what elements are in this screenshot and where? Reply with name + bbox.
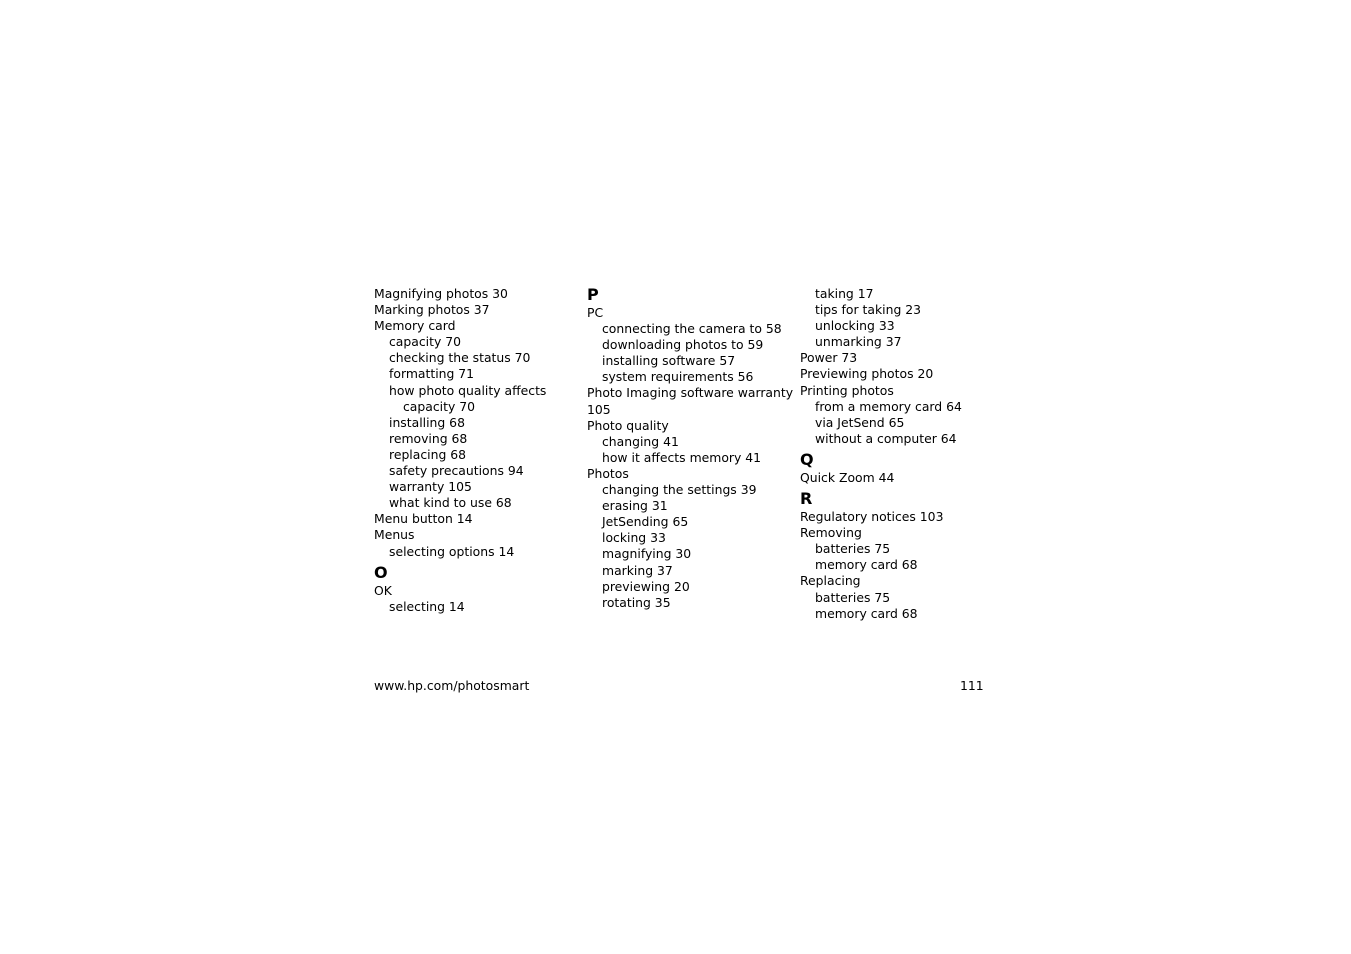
page-number: 111 xyxy=(960,678,984,693)
index-subentry: selecting options 14 xyxy=(389,543,515,559)
index-subentry: capacity 70 xyxy=(403,398,476,414)
index-letter-heading: Q xyxy=(800,449,814,469)
index-subentry: via JetSend 65 xyxy=(815,414,905,430)
index-letter-heading: R xyxy=(800,489,813,509)
index-entry: Memory card xyxy=(374,318,456,334)
index-letter-heading: O xyxy=(374,562,388,582)
index-subentry: changing 41 xyxy=(602,433,679,449)
index-subentry: unlocking 33 xyxy=(815,318,895,334)
index-subentry: installing software 57 xyxy=(602,353,736,369)
index-subentry: previewing 20 xyxy=(602,578,690,594)
index-subentry: JetSending 65 xyxy=(602,514,689,530)
index-subentry: system requirements 56 xyxy=(602,369,754,385)
index-subentry: tips for taking 23 xyxy=(815,302,922,318)
index-subentry: downloading photos to 59 xyxy=(602,337,764,353)
footer-url: www.hp.com/photosmart xyxy=(374,678,530,693)
index-entry: Power 73 xyxy=(800,350,858,366)
index-entry: PC xyxy=(587,305,604,320)
index-subentry: unmarking 37 xyxy=(815,334,902,350)
index-subentry: replacing 68 xyxy=(389,446,467,462)
index-subentry: memory card 68 xyxy=(815,605,918,621)
index-entry: Quick Zoom 44 xyxy=(800,469,895,485)
index-entry: 105 xyxy=(587,401,611,417)
index-subentry: magnifying 30 xyxy=(602,546,692,562)
index-subentry: memory card 68 xyxy=(815,557,918,573)
index-entry: Previewing photos 20 xyxy=(800,366,934,382)
index-subentry: how photo quality affects xyxy=(389,382,547,398)
index-entry: Marking photos 37 xyxy=(374,302,490,318)
index-entry: Removing xyxy=(800,525,862,541)
index-entry: Printing photos xyxy=(800,382,894,398)
index-subentry: marking 37 xyxy=(602,562,673,578)
index-entry: Photo quality xyxy=(587,417,669,433)
index-subentry: warranty 105 xyxy=(389,479,472,495)
index-letter-heading: P xyxy=(587,285,599,304)
index-entry: Magnifying photos 30 xyxy=(374,286,508,301)
index-subentry: removing 68 xyxy=(389,430,468,446)
index-entry: Photo Imaging software warranty xyxy=(587,385,794,401)
index-subentry: batteries 75 xyxy=(815,589,891,605)
index-column-3 xyxy=(800,286,1000,622)
index-subentry: from a memory card 64 xyxy=(815,398,962,414)
index-entry: Menu button 14 xyxy=(374,511,473,527)
index-subentry: capacity 70 xyxy=(389,334,462,350)
index-column-1 xyxy=(374,286,574,615)
index-subentry: selecting 14 xyxy=(389,598,465,614)
index-subentry: what kind to use 68 xyxy=(389,495,512,511)
index-entry: Photos xyxy=(587,465,629,481)
index-subentry: rotating 35 xyxy=(602,594,671,610)
index-subentry: taking 17 xyxy=(815,286,874,301)
index-subentry: formatting 71 xyxy=(389,366,475,382)
index-subentry: changing the settings 39 xyxy=(602,482,757,498)
index-subentry: how it affects memory 41 xyxy=(602,449,762,465)
index-entry: Replacing xyxy=(800,573,861,589)
index-subentry: batteries 75 xyxy=(815,541,891,557)
index-subentry: checking the status 70 xyxy=(389,350,531,366)
index-subentry: installing 68 xyxy=(389,414,465,430)
index-subentry: erasing 31 xyxy=(602,498,668,514)
index-subentry: without a computer 64 xyxy=(815,430,957,446)
index-subentry: safety precautions 94 xyxy=(389,463,524,479)
index-column-2 xyxy=(587,285,794,611)
index-entry: Menus xyxy=(374,527,415,543)
index-entry: Regulatory notices 103 xyxy=(800,509,944,525)
index-subentry: connecting the camera to 58 xyxy=(602,321,782,337)
index-subentry: locking 33 xyxy=(602,530,666,546)
index-entry: OK xyxy=(374,582,392,598)
